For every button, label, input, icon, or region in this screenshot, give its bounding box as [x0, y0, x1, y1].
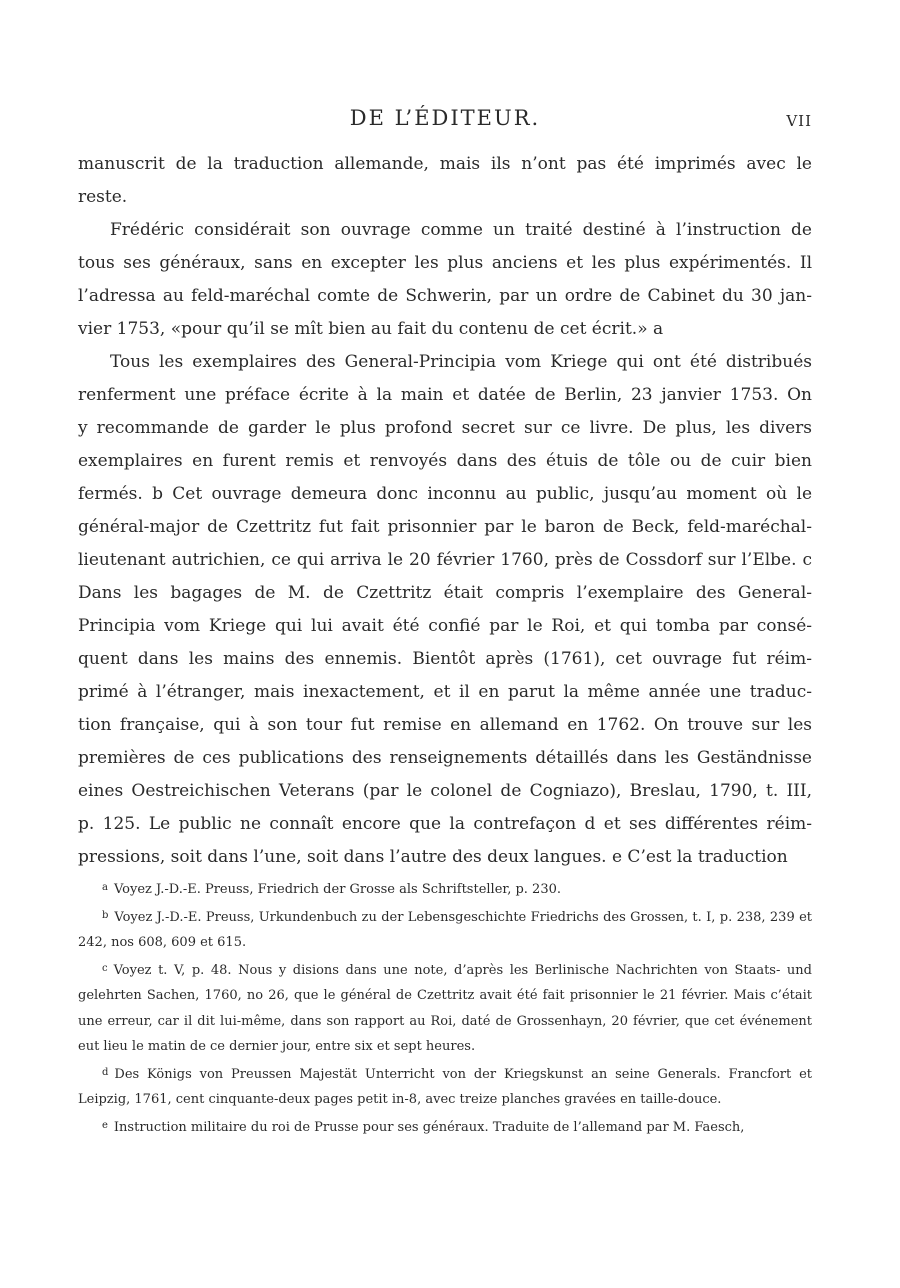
- text-line: Frédéric considérait son ouvrage comme un traité destiné à l’instruction de: [110, 220, 812, 240]
- footnote-mark: c: [102, 962, 108, 974]
- running-head: DE L’ÉDITEUR.: [349, 106, 541, 130]
- text-line: l’adressa au feld-maréchal comte de Schwerin, par un ordre de Cabinet du 30 jan-: [78, 286, 812, 306]
- text-line: eines Oestreichischen Veterans (par le colonel de Cogniazo), Breslau, 1790, t. III,: [78, 781, 812, 801]
- text-line: fermés. b Cet ouvrage demeura donc inconnu au public, jusqu’au moment où le: [78, 484, 812, 504]
- footnote-text: Instruction militaire du roi de Prusse pour ses généraux. Traduite de l’allemand par M. Faesch,: [113, 1119, 745, 1135]
- text-line: vier 1753, «pour qu’il se mît bien au fait du contenu de cet écrit.» a: [78, 319, 664, 339]
- text-line: p. 125. Le public ne connaît encore que la contrefaçon d et ses différentes réim-: [78, 814, 812, 834]
- text-line: exemplaires en furent remis et renvoyés dans des étuis de tôle ou de cuir bien: [78, 451, 812, 471]
- text-line: Principia vom Kriege qui lui avait été confié par le Roi, et qui tomba par consé-: [78, 616, 812, 636]
- footnote-mark: b: [102, 909, 109, 921]
- text-line: lieutenant autrichien, ce qui arriva le 20 février 1760, près de Cossdorf sur l’Elbe. c: [78, 550, 812, 570]
- text-line: pressions, soit dans l’une, soit dans l’autre des deux langues. e C’est la traduction: [78, 847, 788, 867]
- footnote-mark: e: [102, 1119, 108, 1131]
- text-line: reste.: [78, 187, 128, 207]
- text-line: quent dans les mains des ennemis. Bientôt après (1761), cet ouvrage fut réim-: [78, 649, 812, 669]
- text-line: Tous les exemplaires des General-Principia vom Kriege qui ont été distribués: [110, 352, 812, 372]
- paragraph: [78, 148, 812, 214]
- text-line: manuscrit de la traduction allemande, mais ils n’ont pas été imprimés avec le: [78, 154, 812, 174]
- text-line: renferment une préface écrite à la main et datée de Berlin, 23 janvier 1753. On: [78, 385, 812, 405]
- text-line: Dans les bagages de M. de Czettritz était compris l’exemplaire des General-: [78, 583, 812, 603]
- footnote: [78, 875, 812, 903]
- footnote: [78, 956, 812, 1060]
- footnote-text: Des Königs von Preussen Majestät Unterricht von der Kriegskunst an seine Generals. Francfort et Leipzig, 1761, cent cinquante-deux pages petit in-8, avec treize planches gravées en taille-douce.: [78, 1066, 812, 1107]
- main-text: [78, 148, 812, 874]
- footnote: [78, 1113, 812, 1141]
- footnotes: [78, 875, 812, 1140]
- text-line: général-major de Czettritz fut fait prisonnier par le baron de Beck, feld-maréchal-: [78, 517, 812, 537]
- footnote-mark: d: [102, 1066, 109, 1078]
- text-line: premières de ces publications des renseignements détaillés dans les Geständnisse: [78, 748, 812, 768]
- paragraph: [78, 346, 812, 874]
- page-header: [78, 106, 812, 138]
- footnote-text: Voyez J.-D.-E. Preuss, Urkundenbuch zu der Lebensgeschichte Friedrichs des Grossen, t. I, p. 238, 239 et 242, nos 608, 609 et 615.: [78, 909, 812, 950]
- page-number: VII: [786, 112, 812, 130]
- footnote-text: Voyez t. V, p. 48. Nous y disions dans une note, d’après les Berlinische Nachrichten von Staats- und gelehrten Sachen, 1760, no 26, que le général de Czettritz avait été fait prisonnier le 21 février. Mais c’était une erreur, car il dit lui-même, dans son rapport au Roi, daté de Grossenhayn, 20 février, que cet événement eut lieu le matin de ce dernier jour, entre six et sept heures.: [78, 962, 812, 1054]
- text-line: y recommande de garder le plus profond secret sur ce livre. De plus, les divers: [78, 418, 812, 438]
- paragraph: [78, 214, 812, 346]
- footnote-mark: a: [102, 882, 108, 893]
- text-line: tous ses généraux, sans en excepter les plus anciens et les plus expérimentés. Il: [78, 253, 812, 273]
- footnote: [78, 1060, 812, 1113]
- text-line: tion française, qui à son tour fut remise en allemand en 1762. On trouve sur les: [78, 715, 812, 735]
- footnote: [78, 903, 812, 956]
- footnote-text: Voyez J.-D.-E. Preuss, Friedrich der Grosse als Schriftsteller, p. 230.: [113, 882, 561, 897]
- text-line: primé à l’étranger, mais inexactement, et il en parut la même année une traduc-: [78, 682, 812, 702]
